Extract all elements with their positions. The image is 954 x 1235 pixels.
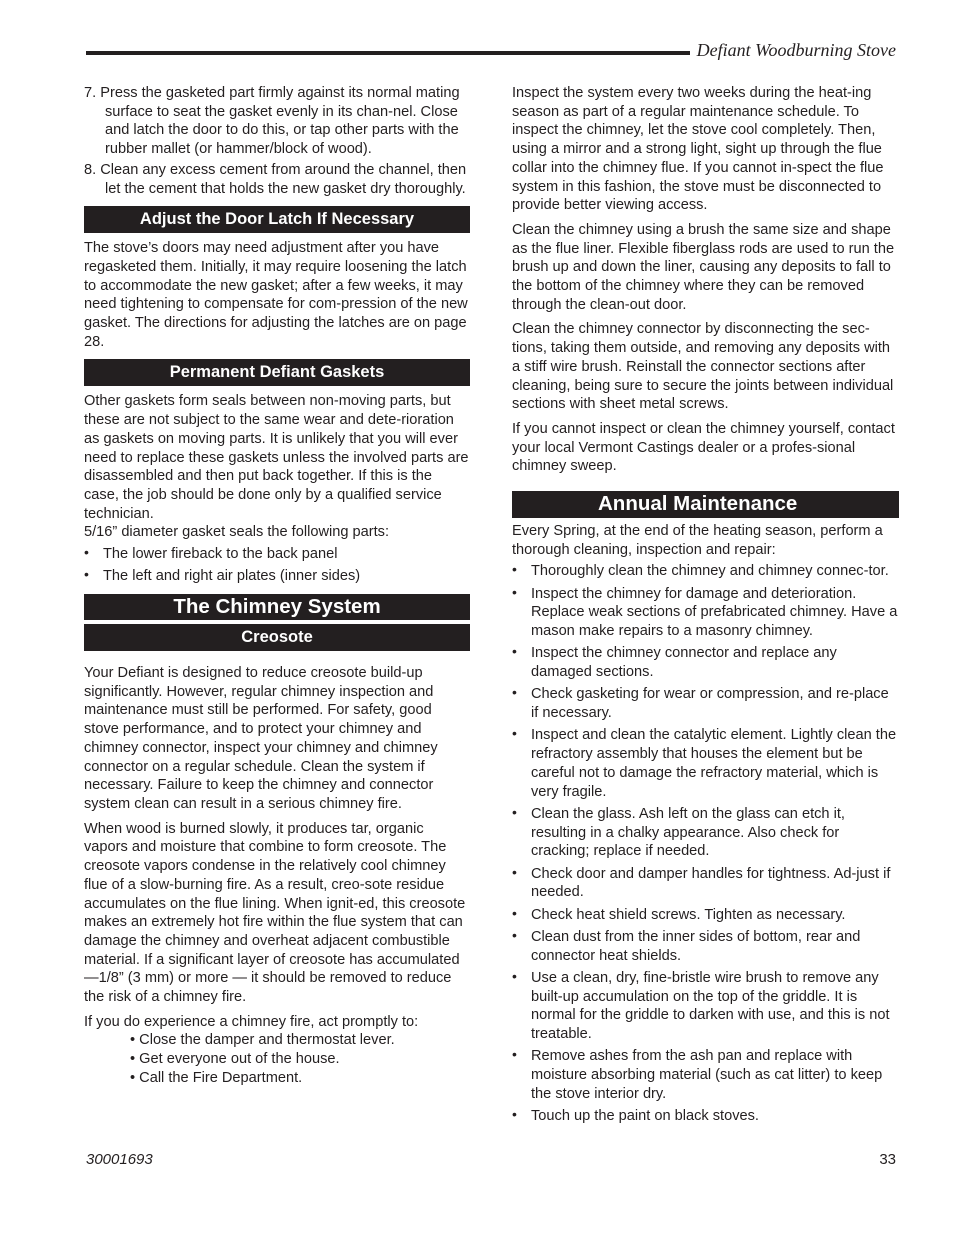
list-item: • Touch up the paint on black stoves.	[512, 1107, 899, 1126]
inspect-paragraph: Inspect the system every two weeks during the heat-ing season as part of a regular maintenance schedule. To inspect the chimney, let the stove cool completely. Then, using a mirror and a strong light, sight up through the flue collar into the chimney flue. If you cannot in-spect the flue system in this fashion, the stove must be disconnected to provide better viewing access.	[512, 85, 884, 214]
section-heading-permanent-gaskets: Permanent Defiant Gaskets	[84, 359, 470, 386]
list-item: • Inspect and clean the catalytic element. Lightly clean the refractory assembly that houses the element but be careful not to damage the refractory material, which is very fragile.	[512, 726, 899, 801]
list-item: • Check gasketing for wear or compression, and re-place if necessary.	[512, 685, 899, 722]
running-header-title: Defiant Woodburning Stove	[696, 40, 896, 60]
list-item: • Clean dust from the inner sides of bottom, rear and connector heat shields.	[512, 928, 899, 965]
section-heading-door-latch: Adjust the Door Latch If Necessary	[84, 206, 470, 233]
list-item: • Inspect the chimney connector and replace any damaged sections.	[512, 644, 899, 681]
section-heading-annual-maintenance: Annual Maintenance	[512, 491, 899, 518]
list-item: • Remove ashes from the ash pan and replace with moisture absorbing material (such as cat litter) to keep the stove interior dry.	[512, 1047, 899, 1103]
chimney-fire-actions	[84, 1031, 470, 1087]
door-latch-paragraph: The stove’s doors may need adjustment after you have regasketed them. Initially, it may require loosening the latch to accommodate the new gasket; after a few weeks, it may need tightening to compensate for com-pression of the new gasket. The directions for adjusting the latches are on page 28.	[84, 240, 468, 350]
right-column	[512, 84, 899, 1130]
gasket-parts-list	[84, 545, 470, 586]
document-number: 30001693	[86, 1151, 153, 1168]
list-item: • Thoroughly clean the chimney and chimney connec-tor.	[512, 562, 899, 581]
list-item: • Use a clean, dry, fine-bristle wire brush to remove any built-up accumulation on the top of the griddle. It is normal for the griddle to darken with use, and this is not treatable.	[512, 969, 899, 1044]
dealer-contact-paragraph: If you cannot inspect or clean the chimney yourself, contact your local Vermont Castings dealer or a profes-sional chimney sweep.	[512, 420, 895, 475]
creosote-paragraph-1: Your Defiant is designed to reduce creosote build-up significantly. However, regular chimney inspection and maintenance must still be performed. For safety, good stove performance, and to protect your chimney and chimney connector, inspect your chimney and chimney connector on a regular schedule. Clean the system if necessary. Failure to keep the chimney and connector system clean can result in a serious chimney fire.	[84, 665, 438, 812]
page-number: 33	[879, 1151, 896, 1168]
annual-intro: Every Spring, at the end of the heating season, perform a thorough cleaning, inspection and repair:	[512, 523, 883, 558]
list-item: • Get everyone out of the house.	[130, 1051, 340, 1068]
creosote-paragraph-2: When wood is burned slowly, it produces tar, organic vapors and moisture that combine to form creosote. The creosote vapors condense in the relatively cool chimney flue of a slow-burning fire. As a result, creo-sote residue accumulates on the flue lining. When ignit-ed, this creosote makes an extremely hot fire within the flue system that can damage the chimney and overheat adjacent combustible material. If a significant layer of creosote has accumulated —1/8” (3 mm) or more — it should be removed to reduce the risk of a chimney fire.	[84, 820, 466, 1006]
list-item: • The left and right air plates (inner sides)	[84, 567, 470, 586]
step-7-label: 7.	[84, 85, 97, 101]
chimney-fire-intro: If you do experience a chimney fire, act promptly to:	[84, 1013, 419, 1030]
list-item: • Call the Fire Department.	[130, 1069, 303, 1086]
step-7-text: Press the gasketed part firmly against its normal mating surface to seat the gasket evenly in its chan-nel. Close and latch the door to do this, or tap other parts with the rubber mallet (or hammer/block of wood).	[100, 85, 460, 158]
step-8-text: Clean any excess cement from around the channel, then let the cement that holds the new gasket dry thoroughly.	[100, 161, 467, 197]
clean-chimney-paragraph: Clean the chimney using a brush the same size and shape as the flue liner. Flexible fiberglass rods are used to run the brush up and down the liner, causing any deposits to fall to the bottom of the chimney where they can be removed through the clean-out door.	[512, 221, 895, 313]
list-item: • Check door and damper handles for tightness. Ad-just if needed.	[512, 865, 899, 902]
list-item: • Clean the glass. Ash left on the glass can etch it, resulting in a chalky appearance. Also check for cracking; replace if needed.	[512, 805, 899, 861]
list-item: • The lower fireback to the back panel	[84, 545, 470, 564]
step-8-label: 8.	[84, 161, 97, 178]
section-heading-chimney-system: The Chimney System	[84, 594, 470, 620]
list-item: • Check heat shield screws. Tighten as necessary.	[512, 906, 899, 925]
gasket-diameter-line: 5/16” diameter gasket seals the following parts:	[84, 524, 390, 541]
subsection-heading-creosote: Creosote	[84, 624, 470, 651]
clean-connector-paragraph: Clean the chimney connector by disconnecting the sec-tions, taking them outside, and removing any deposits with a stiff wire brush. Reinstall the connector sections after cleaning, being sure to secure the joints between individual sections with sheet metal screws.	[512, 321, 894, 413]
header-rule	[86, 51, 690, 55]
list-item: • Inspect the chimney for damage and deterioration. Replace weak sections of prefabricated chimney. Have a mason make repairs to a masonry chimney.	[512, 585, 899, 641]
annual-maintenance-list	[512, 562, 899, 1125]
step-7	[84, 84, 470, 159]
permanent-gaskets-paragraph: Other gaskets form seals between non-moving parts, but these are not subject to the same wear and dete-rioration as gaskets on moving parts. It is unlikely that you will ever need to replace these gaskets unless the involved parts are disassembled and then put back together. If this is the case, the job should be done only by a qualified service technician.	[84, 393, 469, 522]
left-column	[84, 84, 470, 1088]
step-8	[84, 161, 470, 198]
list-item: • Close the damper and thermostat lever.	[130, 1032, 395, 1049]
